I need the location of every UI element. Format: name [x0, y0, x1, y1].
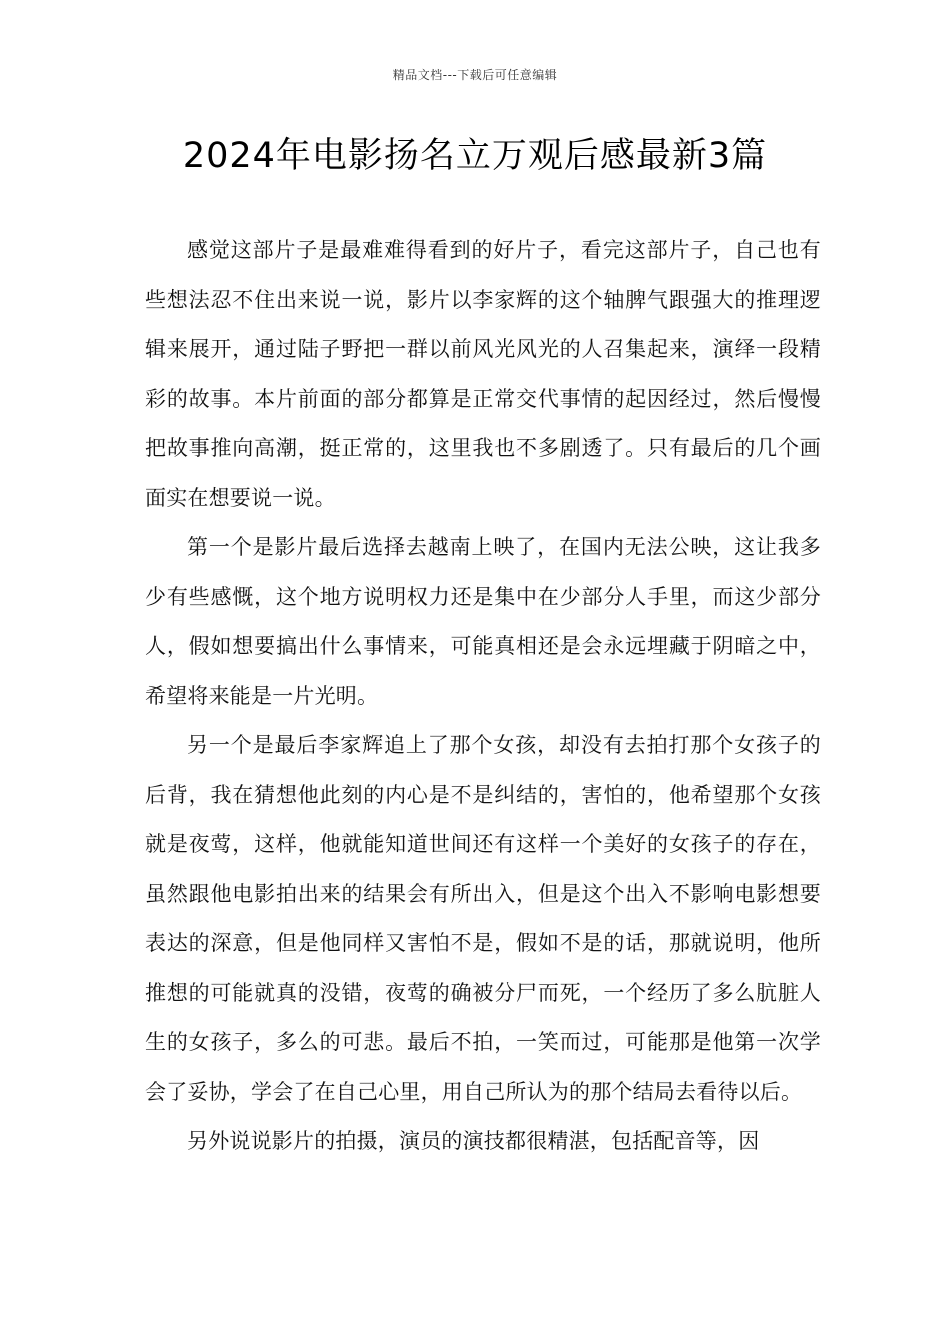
- paragraph: 另外说说影片的拍摄，演员的演技都很精湛，包括配音等，因: [187, 1129, 760, 1153]
- paragraph: 第一个是影片最后选择去越南上映了，在国内无法公映，这让我多少有些感慨，这个地方说明权力还是集中在少部分人手里，而这少部分人，假如想要搞出什么事情来，可能真相还是会永远埋藏于阴暗之中，希望将来能是一片光明。: [145, 535, 821, 708]
- document-body: [145, 226, 821, 1167]
- running-header: 精品文档---下载后可任意编辑: [392, 68, 558, 82]
- document-title: 2024年电影扬名立万观后感最新3篇: [182, 136, 768, 176]
- paragraph: 另一个是最后李家辉追上了那个女孩，却没有去拍打那个女孩子的后背，我在猜想他此刻的内心是不是纠结的，害怕的，他希望那个女孩就是夜莺，这样，他就能知道世间还有这样一个美好的女孩子的存在，虽然跟他电影拍出来的结果会有所出入，但是这个出入不影响电影想要表达的深意，但是他同样又害怕不是，假如不是的话，那就说明，他所推想的可能就真的没错，夜莺的确被分尸而死，一个经历了多么肮脏人生的女孩子，多么的可悲。最后不拍，一笑而过，可能那是他第一次学会了妥协，学会了在自己心里，用自己所认为的那个结局去看待以后。: [145, 733, 821, 1104]
- paragraph: 感觉这部片子是最难难得看到的好片子，看完这部片子，自己也有些想法忍不住出来说一说，影片以李家辉的这个轴脾气跟强大的推理逻辑来展开，通过陆子野把一群以前风光风光的人召集起来，演绎一段精彩的故事。本片前面的部分都算是正常交代事情的起因经过，然后慢慢把故事推向高潮，挺正常的，这里我也不多剧透了。只有最后的几个画面实在想要说一说。: [145, 238, 821, 510]
